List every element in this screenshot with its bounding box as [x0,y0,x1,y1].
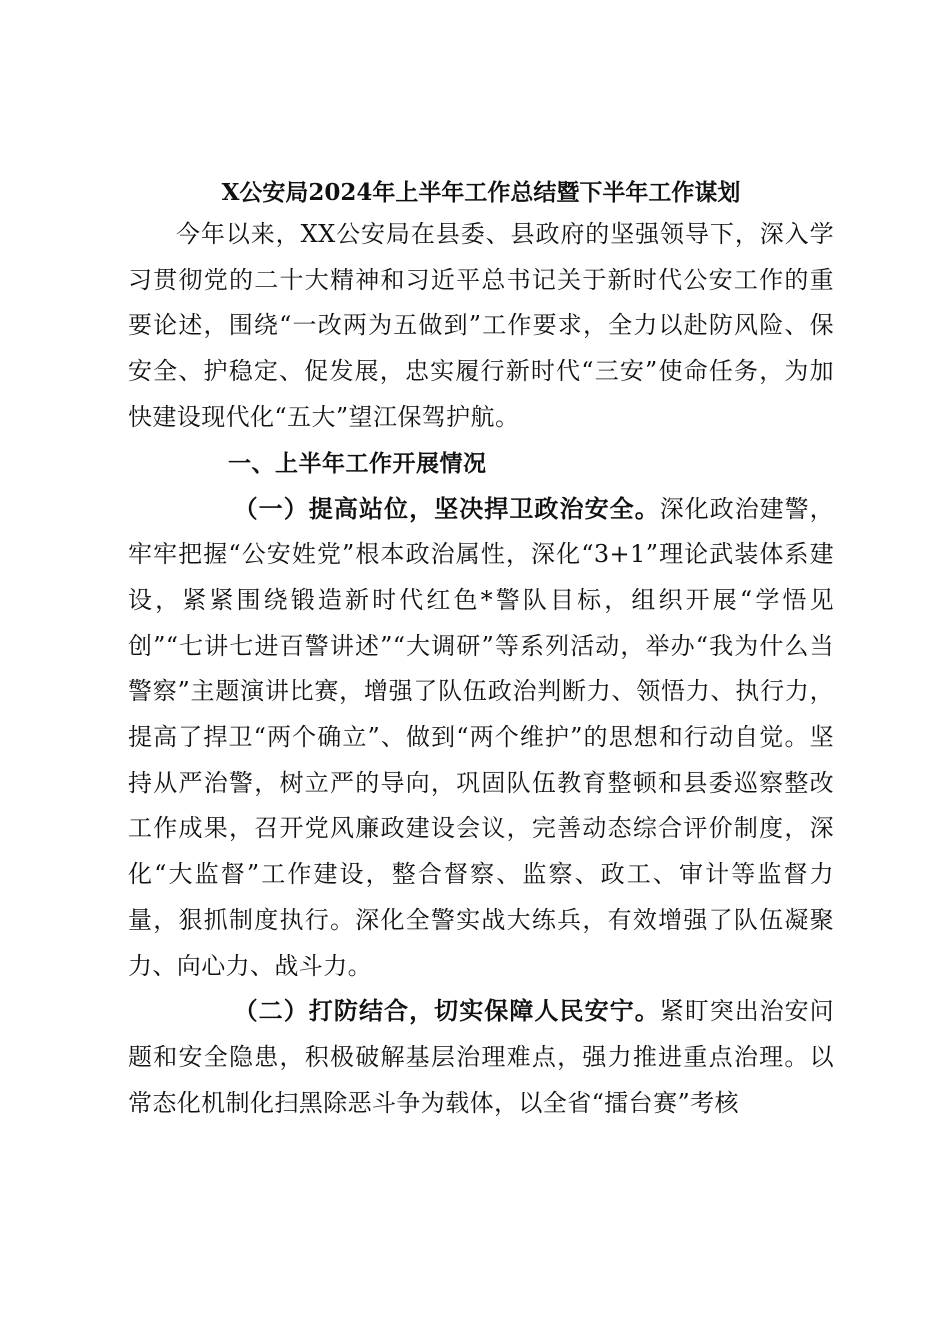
section-item-1 [128,487,834,990]
item-2-body: 紧盯突出治安问题和安全隐患，积极破解基层治理难点，强力推进重点治理。以常态化机制化扫黑除恶斗争为载体，以全省“擂台赛”考核 [128,997,834,1117]
item-1-lead: （一）提高站位，坚决捍卫政治安全。 [233,494,660,523]
document-page [128,160,834,1126]
item-2-lead: （二）打防结合，切实保障人民安宁。 [233,997,660,1026]
section-item-2 [128,989,834,1126]
document-title: X公安局2024年上半年工作总结暨下半年工作谋划 [221,179,741,206]
item-1-body: 深化政治建警，牢牢把握“公安姓党”根本政治属性，深化“3+1”理论武装体系建设，紧紧围绕锻造新时代红色*警队目标，组织开展“学悟见创”“七讲七进百警讲述”“大调研”等系列活动，举办“我为什么当警察”主题演讲比赛，增强了队伍政治判断力、领悟力、执行力，提高了捍卫“两个确立”、做到“两个维护”的思想和行动自觉。坚持从严治警，树立严的导向，巩固队伍教育整顿和县委巡察整改工作成果，召开党风廉政建设会议，完善动态综合评价制度，深化“大监督”工作建设，整合督察、监察、政工、审计等监督力量，狠抓制度执行。深化全警实战大练兵，有效增强了队伍凝聚力、向心力、战斗力。 [128,494,834,980]
section-heading: 一、上半年工作开展情况 [228,450,487,477]
intro-paragraph: 今年以来，XX公安局在县委、县政府的坚强领导下，深入学习贯彻党的二十大精神和习近平总书记关于新时代公安工作的重要论述，围绕“一改两为五做到”工作要求，全力以赴防风险、保安全、护稳定、促发展，忠实履行新时代“三安”使命任务，为加快建设现代化“五大”望江保驾护航。 [128,220,834,431]
